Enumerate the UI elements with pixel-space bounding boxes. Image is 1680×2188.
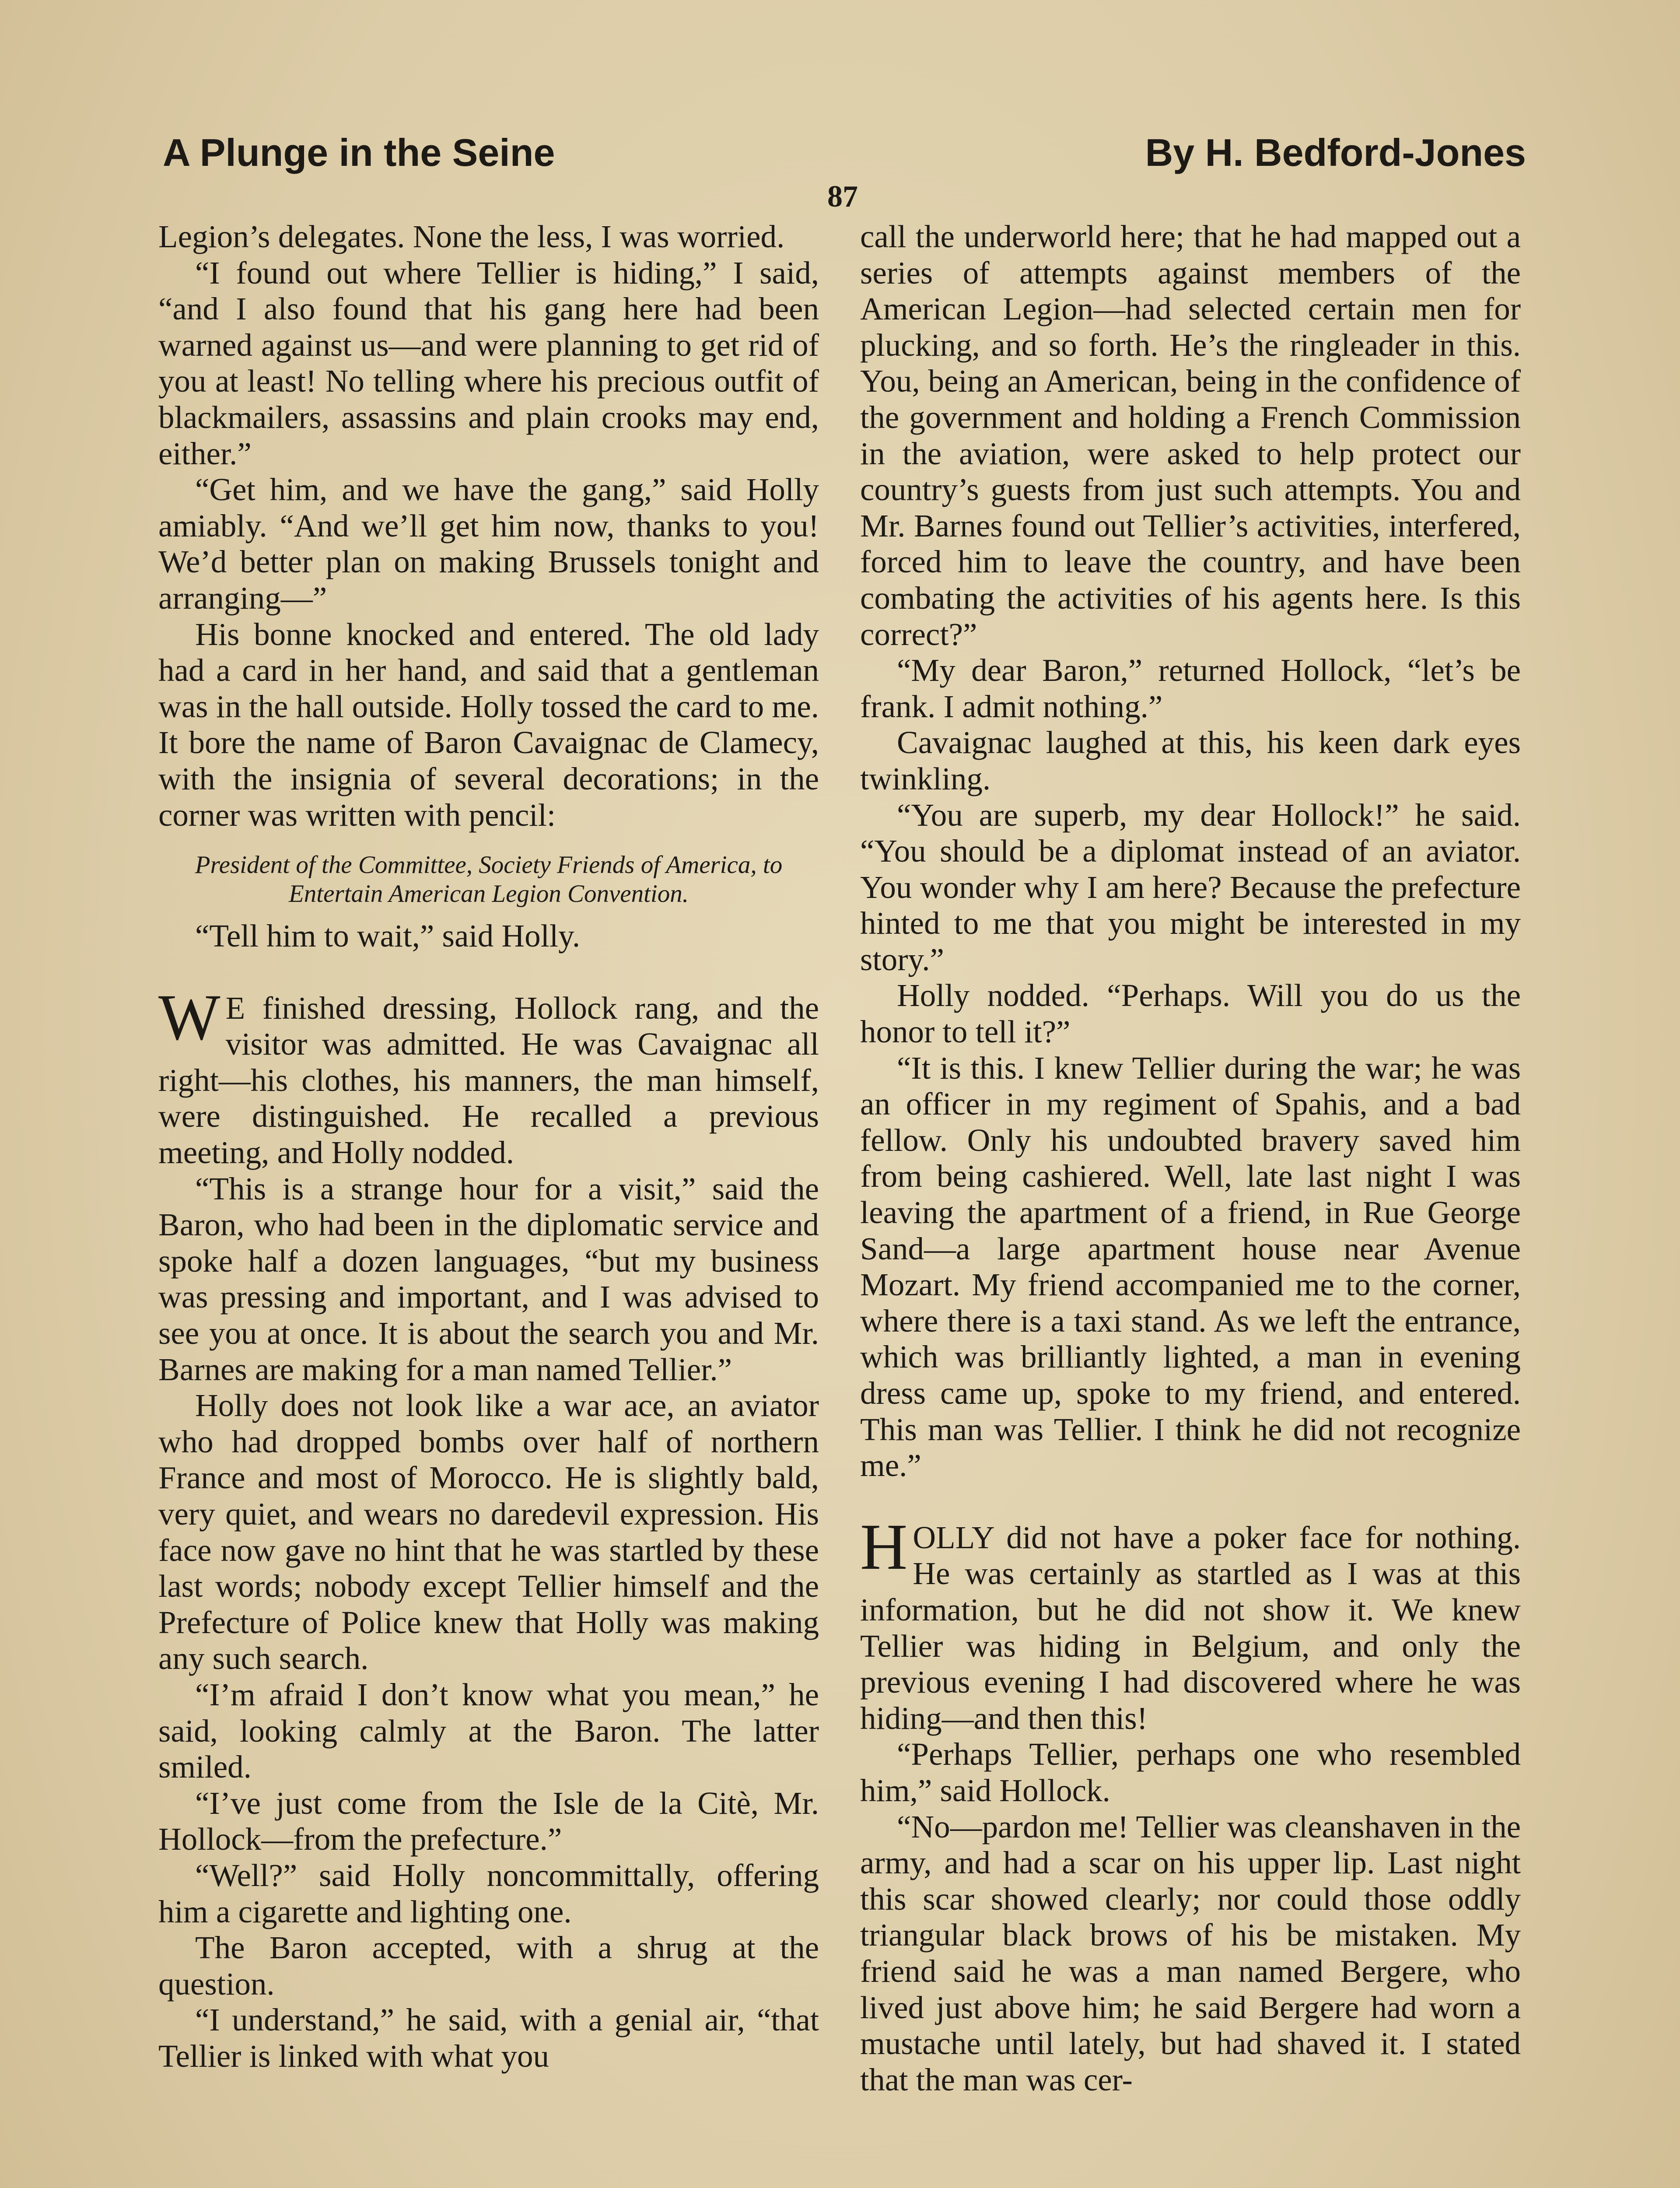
- card-inscription: President of the Committee, Society Friends of America, to Entertain American Legion Convention.: [195, 851, 783, 908]
- page-number: 87: [827, 180, 858, 214]
- section-opening-text: E finished dressing, Hollock rang, and the visitor was admitted. He was Cavaignac all right—his clothes, his manners, the man himself, were distinguished. He recalled a previous meeting, and Holly nodded.: [158, 990, 819, 1171]
- author-byline: By H. Bedford-Jones: [1145, 131, 1526, 174]
- section-opening-paragraph: [860, 1510, 1521, 1737]
- story-title: A Plunge in the Seine: [163, 131, 555, 174]
- paragraph: Cavaignac laughed at this, his keen dark eyes twinkling.: [860, 725, 1521, 796]
- paragraph: “You are superb, my dear Hollock!” he said. “You should be a diplomat instead of an aviator. You wonder why I am here? Because the prefecture hinted to me that you might be interested in my story.”: [860, 797, 1521, 977]
- paragraph: “No—pardon me! Tellier was cleanshaven in the army, and had a scar on his upper lip. Last night this scar showed clearly; nor could those oddly triangular black brows of his be mistaken. My friend said he was a man named Bergere, who lived just above him; he said Bergere had worn a mustache until lately, but had shaved it. I stated that the man was cer-: [860, 1809, 1521, 2097]
- left-column: [158, 219, 819, 2075]
- paragraph: His bonne knocked and entered. The old lady had a card in her hand, and said that a gentleman was in the hall outside. Holly tossed the card to me. It bore the name of Baron Cavaignac de Clamecy, with the insignia of several decorations; in the corner was written with pencil:: [158, 616, 819, 833]
- paragraph: “I understand,” he said, with a genial air, “that Tellier is linked with what you: [158, 2002, 819, 2074]
- paragraph: Holly nodded. “Perhaps. Will you do us the honor to tell it?”: [860, 978, 1521, 1050]
- paragraph: “Get him, and we have the gang,” said Holly amiably. “And we’ll get him now, thanks to you! We’d better plan on making Brussels tonight and arranging—”: [158, 472, 819, 616]
- paragraph: “Tell him to wait,” said Holly.: [195, 918, 581, 954]
- paragraph: Legion’s delegates. None the less, I was worried.: [158, 219, 785, 254]
- section-opening-paragraph: [158, 981, 819, 1171]
- paragraph: “My dear Baron,” returned Hollock, “let’s be frank. I admit nothing.”: [860, 652, 1521, 724]
- paragraph: call the underworld here; that he had mapped out a series of attempts against members of the American Legion—had selected certain men for plucking, and so forth. He’s the ringleader in this. You, being an American, being in the confidence of the government and holding a French Commission in the aviation, were asked to help protect our country’s guests from just such attempts. You and Mr. Barnes found out Tellier’s activities, interfered, forced him to leave the country, and have been combating the activities of his agents here. Is this correct?”: [860, 219, 1521, 652]
- paragraph: “I’m afraid I don’t know what you mean,” he said, looking calmly at the Baron. The latter smiled.: [158, 1676, 819, 1785]
- drop-cap: W: [158, 981, 220, 1054]
- paragraph: “Perhaps Tellier, perhaps one who resembled him,” said Hollock.: [860, 1736, 1521, 1808]
- paragraph: Holly does not look like a war ace, an aviator who had dropped bombs over half of northern France and most of Morocco. He is slightly bald, very quiet, and wears no daredevil expression. His face now gave no hint that he was startled by these last words; nobody except Tellier himself and the Prefecture of Police knew that Holly was making any such search.: [158, 1388, 819, 1676]
- paragraph: “It is this. I knew Tellier during the war; he was an officer in my regiment of Spahis, and a bad fellow. Only his undoubted bravery saved him from being cashiered. Well, late last night I was leaving the apartment of a friend, in Rue George Sand—a large apartment house near Avenue Mozart. My friend accompanied me to the corner, where there is a taxi stand. As we left the entrance, which was brilliantly lighted, a man in evening dress came up, spoke to my friend, and entered. This man was Tellier. I think he did not recognize me.”: [860, 1050, 1521, 1483]
- right-column: [860, 219, 1521, 2098]
- paragraph: “I’ve just come from the Isle de la Citè, Mr. Hollock—from the prefecture.”: [158, 1785, 819, 1857]
- paragraph: “This is a strange hour for a visit,” said the Baron, who had been in the diplomatic service and spoke half a dozen languages, “but my business was pressing and important, and I was advised to see you at once. It is about the search you and Mr. Barnes are making for a man named Tellier.”: [158, 1171, 819, 1387]
- paragraph: The Baron accepted, with a shrug at the question.: [158, 1930, 819, 2002]
- drop-cap: H: [860, 1510, 908, 1583]
- running-header: [163, 130, 1526, 183]
- paragraph: “Well?” said Holly noncommittally, offering him a cigarette and lighting one.: [158, 1857, 819, 1929]
- section-opening-text: OLLY did not have a poker face for nothing. He was certainly as startled as I was at this information, but he did not show it. We knew Tellier was hiding in Belgium, and only the previous evening I had discovered where he was hiding—and then this!: [860, 1519, 1521, 1736]
- paragraph: “I found out where Tellier is hiding,” I said, “and I also found that his gang here had been warned against us—and were planning to get rid of you at least! No telling where his precious outfit of blackmailers, assassins and plain crooks may end, either.”: [158, 255, 819, 471]
